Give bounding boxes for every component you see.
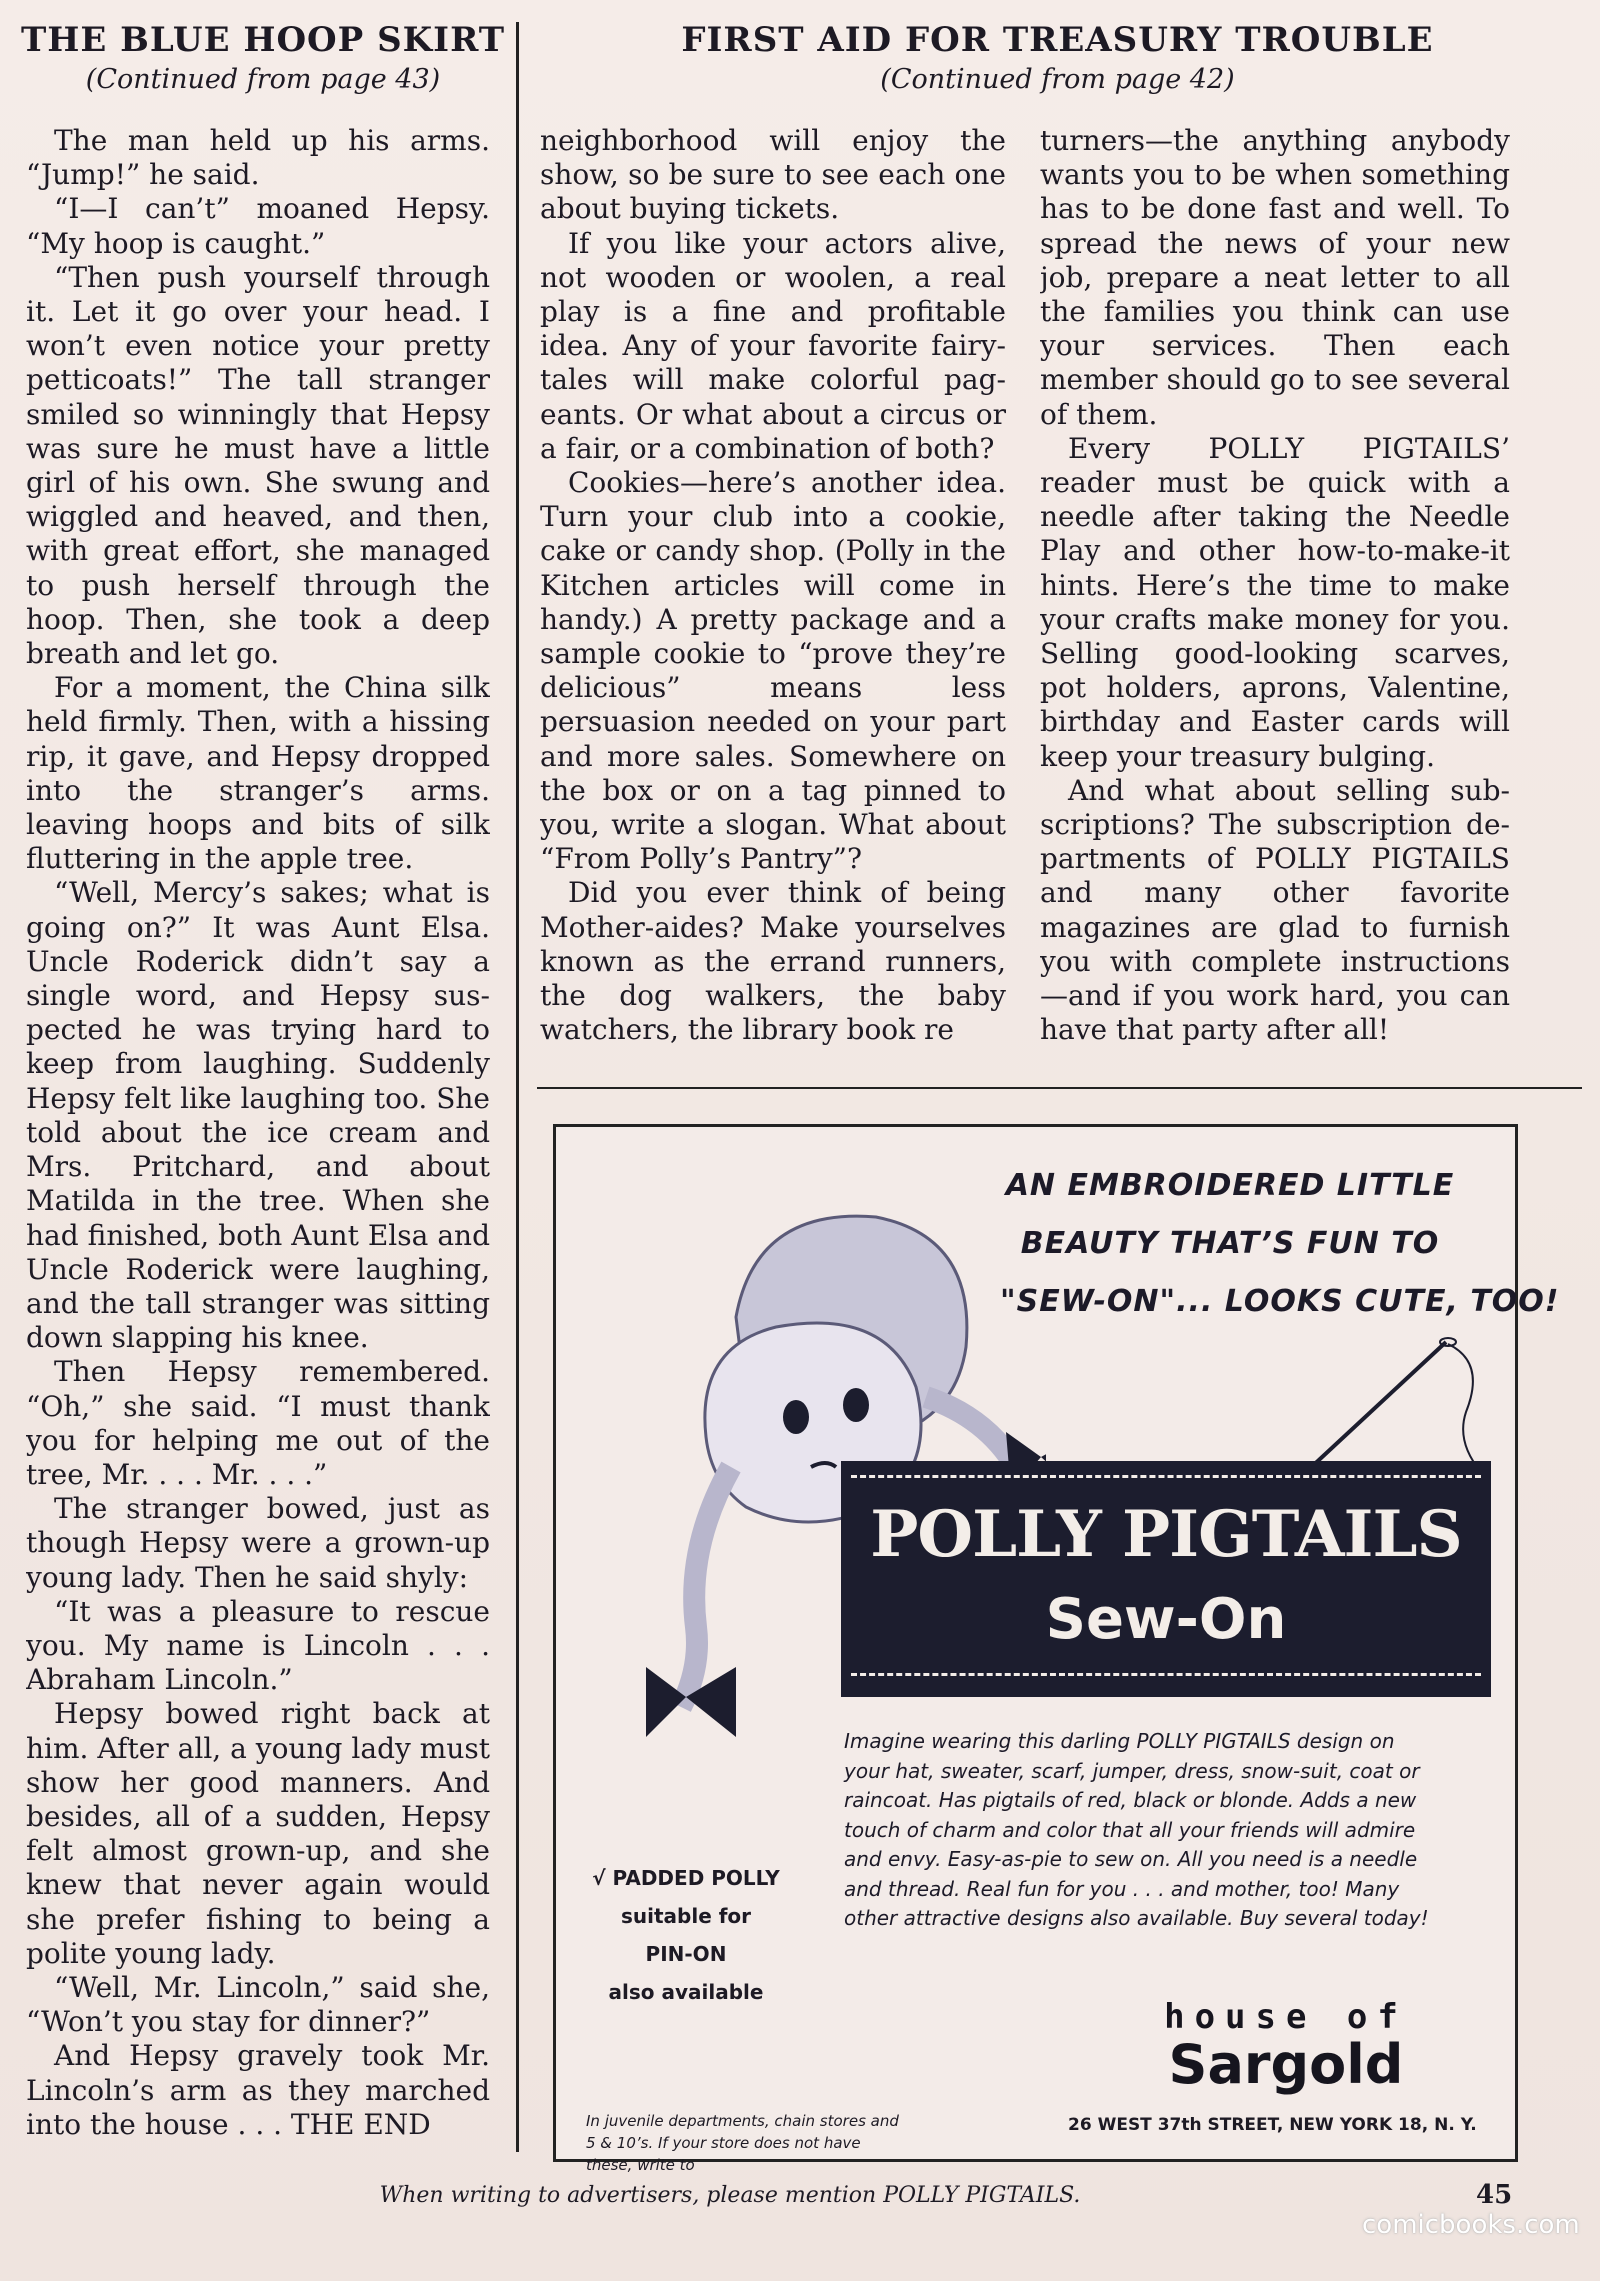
padded-line: also available <box>608 1980 764 2004</box>
store-availability-note: In juvenile departments, chain stores and 5 & 10’s. If your store does not have these, write to <box>586 2112 899 2174</box>
article-paragraph: Every POLLY PIGTAILS’ reader must be quick with a needle after taking the Needle Play and other how-to-make-it hints. Here’s the time to make your crafts make money for you. Selling good-looking scarves, pot holders, aprons, Valentine, birthday and Easter cards will keep your treasury bulging. <box>1040 431 1510 773</box>
padded-polly-note <box>576 1859 796 2011</box>
article-title: FIRST AID FOR TREASURY TROUBLE <box>681 20 1434 60</box>
article-column-1 <box>540 124 1006 1068</box>
article-column-2 <box>1040 124 1510 1068</box>
article-paragraph: Did you ever think of being Mother-aides? Make yourselves known as the errand runners, the dog walkers, the baby watchers, the library book re <box>540 876 1006 1047</box>
padded-line: √ PADDED POLLY <box>592 1866 780 1890</box>
section-divider <box>537 1087 1582 1089</box>
company-logo <box>1136 1997 1436 2096</box>
house-of-label: house of <box>1164 1997 1408 2037</box>
story-paragraph: “Well, Mr. Lincoln,” said she, “Won’t you stay for dinner?” <box>26 1970 490 2039</box>
article-paragraph: And what about selling subscriptions? The subscription departments of POLLY PIGTAILS and many other favorite magazines are glad to furnish you with complete instructions —and if you work hard, you can have that party after all! <box>1040 773 1510 1047</box>
article-paragraph: turners—the anything anybody wants you to be when something has to be done fast and well. To spread the news of your new job, prepare a neat letter to all the families you think can use your services. Then each member should go to see several of them. <box>1040 124 1510 431</box>
dashed-stitch-line <box>851 1673 1481 1676</box>
article-paragraph: Cookies—here’s another idea. Turn your club into a cookie, cake or candy shop. (Polly in the Kitchen articles will come in handy.) A pretty package and a sample cookie to “prove they’re delicious” means less persuasion needed on your part and more sales. Somewhere on the box or on a tag pinned to you, write a slogan. What about “From Polly’s Pantry”? <box>540 466 1006 876</box>
page-number: 45 <box>1476 2180 1513 2210</box>
company-address: 26 WEST 37th STREET, NEW YORK 18, N. Y. <box>1068 2115 1477 2135</box>
product-banner <box>841 1461 1491 1697</box>
dashed-stitch-line <box>851 1475 1481 1478</box>
needle-and-thread-icon <box>1296 1322 1496 1482</box>
ad-headline-line: AN EMBROIDERED LITTLE <box>1005 1168 1455 1203</box>
ad-headline-line: BEAUTY THAT’S FUN TO <box>1020 1226 1440 1261</box>
ad-headline <box>1000 1157 1560 1331</box>
advertisement <box>553 1124 1560 2174</box>
article-paragraph: neighborhood will enjoy the show, so be sure to see each one about buying tickets. <box>540 124 1006 226</box>
story-paragraph: “It was a pleasure to rescue you. My name is Lincoln . . . Abraham Lincoln.” <box>26 1594 490 1697</box>
story-paragraph: Then Hepsy remembered. “Oh,” she said. “I must thank you for helping me out of the tree, Mr. . . . Mr. . . .” <box>26 1355 490 1491</box>
padded-line: suitable for <box>620 1904 752 1928</box>
company-name: Sargold <box>1168 2033 1404 2096</box>
story-paragraph: “Then push yourself through it. Let it go over your head. I won’t even notice your pretty petticoats!” The tall stranger smiled so winningly that Hepsy was sure he must have a little girl of his own. She swung and wiggled and heaved, and then, with great effort, she managed to push herself through the hoop. Then, she took a deep breath and let go. <box>26 260 490 671</box>
watermark: comicbooks.com <box>1362 2210 1580 2240</box>
story-paragraph: Hepsy bowed right back at him. After all, a young lady must show her good manners. And besides, all of a sudden, Hepsy felt almost grown-up, and she knew that never again would she prefer fishing to being a polite young lady. <box>26 1697 490 1970</box>
article-continued-note: (Continued from page 42) <box>880 64 1235 95</box>
story-paragraph: And Hepsy gravely took Mr. Lincoln’s arm as they marched into the house . . . THE END <box>26 2039 490 2141</box>
padded-line: PIN-ON <box>645 1942 727 1966</box>
product-name: Sew-On <box>1045 1587 1287 1652</box>
story-title: THE BLUE HOOP SKIRT <box>20 20 506 60</box>
column-divider <box>516 22 519 2152</box>
article-paragraph: If you like your actors alive, not wooden or woolen, a real play is a fine and profitable idea. Any of your favorite fairytales will make colorful pageants. Or what about a circus or a fair, or a combination of both? <box>540 226 1006 465</box>
advertiser-footer-note: When writing to advertisers, please mention POLLY PIGTAILS. <box>379 2183 1081 2208</box>
story-paragraph: “I—I can’t” moaned Hepsy. “My hoop is caught.” <box>26 192 490 260</box>
story-paragraph: “Well, Mercy’s sakes; what is going on?” It was Aunt Elsa. Uncle Roderick didn’t say a single word, and Hepsy suspected he was trying hard to keep from laughing. Suddenly Hepsy felt like laughing too. She told about the ice cream and Mrs. Pritchard, and about Matilda in the tree. When she had finished, both Aunt Elsa and Uncle Roderick were laughing, and the tall stranger was sitting down slapping his knee. <box>26 876 490 1355</box>
brand-logo: POLLY PIGTAILS <box>870 1497 1462 1572</box>
story-paragraph: For a moment, the China silk held firmly. Then, with a hissing rip, it gave, and Hepsy dropped into the stranger’s arms. leaving hoops and bits of silk fluttering in the apple tree. <box>26 671 490 876</box>
story-continued-note: (Continued from page 43) <box>85 64 441 95</box>
story-paragraph: The man held up his arms. “Jump!” he said. <box>26 124 490 192</box>
ad-headline-line: "SEW-ON"... LOOKS CUTE, TOO! <box>1000 1284 1560 1319</box>
story-paragraph: The stranger bowed, just as though Hepsy were a grown-up young lady. Then he said shyly: <box>26 1492 490 1594</box>
ad-body-text: Imagine wearing this darling POLLY PIGTAILS design on your hat, sweater, scarf, jumper, dress, snow-suit, coat or raincoat. Has pigtails of red, black or blonde. Adds a new touch of charm and color that all your friends will admire and envy. Easy-as-pie to sew on. All you need is a needle and thread. Real fun for you . . . and mother, too! Many other attractive designs also available. Buy several today! <box>844 1729 1429 1930</box>
story-column <box>26 124 490 2159</box>
